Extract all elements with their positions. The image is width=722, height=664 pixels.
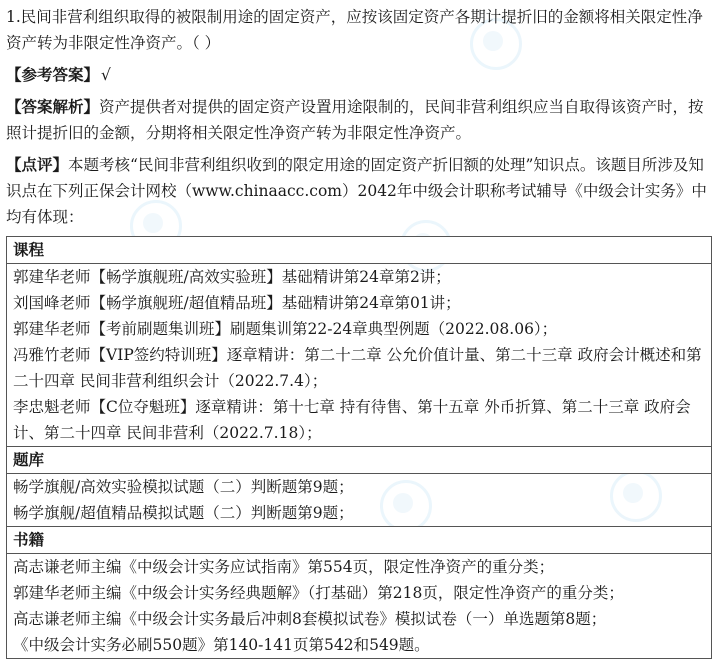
list-item: 李忠魁老师【C位夺魁班】逐章精讲：第十七章 持有待售、第十五章 外币折算、第二十三章 政府会计、第二十四章 民间非营利（2022.7.18）； [13,398,691,442]
section-header-question-bank [7,447,712,474]
analysis-paragraph [6,94,714,146]
section-title: 书籍 [7,527,712,554]
list-item: 畅学旗舰/高效实验模拟试题（二）判断题第9题； [13,478,354,496]
analysis-label: 【答案解析】 [6,97,100,116]
list-item: 冯雅竹老师【VIP签约特训班】逐章精讲：第二十二章 公允价值计量、第二十三章 政府会计概述和第二十四章 民间非营利组织会计（2022.7.4）； [13,346,702,390]
question-text: 1.民间非营利组织取得的被限制用途的固定资产，应按该固定资产各期计提折旧的金额将相关限定性净资产转为非限定性净资产。（ ） [6,8,703,52]
comment-paragraph [6,152,714,230]
resource-table [6,236,712,659]
list-item: 郭建华老师【畅学旗舰班/高效实验班】基础精讲第24章第2讲； [13,268,451,286]
list-item: 高志谦老师主编《中级会计实务应试指南》第554页，限定性净资产的重分类； [13,558,555,576]
analysis-text: 资产提供者对提供的固定资产设置用途限制的，民间非营利组织应当自取得该资产时，按照计提折旧的金额，分期将相关限定性净资产转为非限定性净资产。 [6,98,704,142]
section-title: 课程 [7,237,712,264]
list-item: 刘国峰老师【畅学旗舰班/超值精品班】基础精讲第24章第01讲； [13,294,461,312]
answer-line [6,62,714,88]
section-header-course [7,237,712,264]
list-item: 畅学旗舰/超值精品模拟试题（二）判断题第9题； [13,504,354,522]
list-item: 《中级会计实务必刷550题》第140-141页第542和549题。 [13,636,430,654]
section-body-question-bank [7,474,712,527]
comment-label: 【点评】 [6,155,69,174]
section-header-books [7,527,712,554]
comment-text: 本题考核“民间非营利组织收到的限定用途的固定资产折旧额的处理”知识点。该题目所涉及知识点在下列正保会计网校（www.chinaacc.com）2042年中级会计职称考试辅导《中级会计实务》中均有体现： [6,156,707,226]
list-item: 高志谦老师主编《中级会计实务最后冲刺8套模拟试卷》模拟试卷（一）单选题第8题； [13,610,607,628]
list-item: 郭建华老师主编《中级会计实务经典题解》（打基础）第218页，限定性净资产的重分类； [13,584,624,602]
list-item: 郭建华老师【考前刷题集训班】刷题集训第22-24章典型例题（2022.08.06）； [13,320,558,338]
answer-label: 【参考答案】 [6,65,100,84]
section-body-books [7,554,712,659]
answer-value: √ [101,66,111,84]
section-body-course [7,264,712,447]
section-title: 题库 [7,447,712,474]
question-page [6,4,714,659]
